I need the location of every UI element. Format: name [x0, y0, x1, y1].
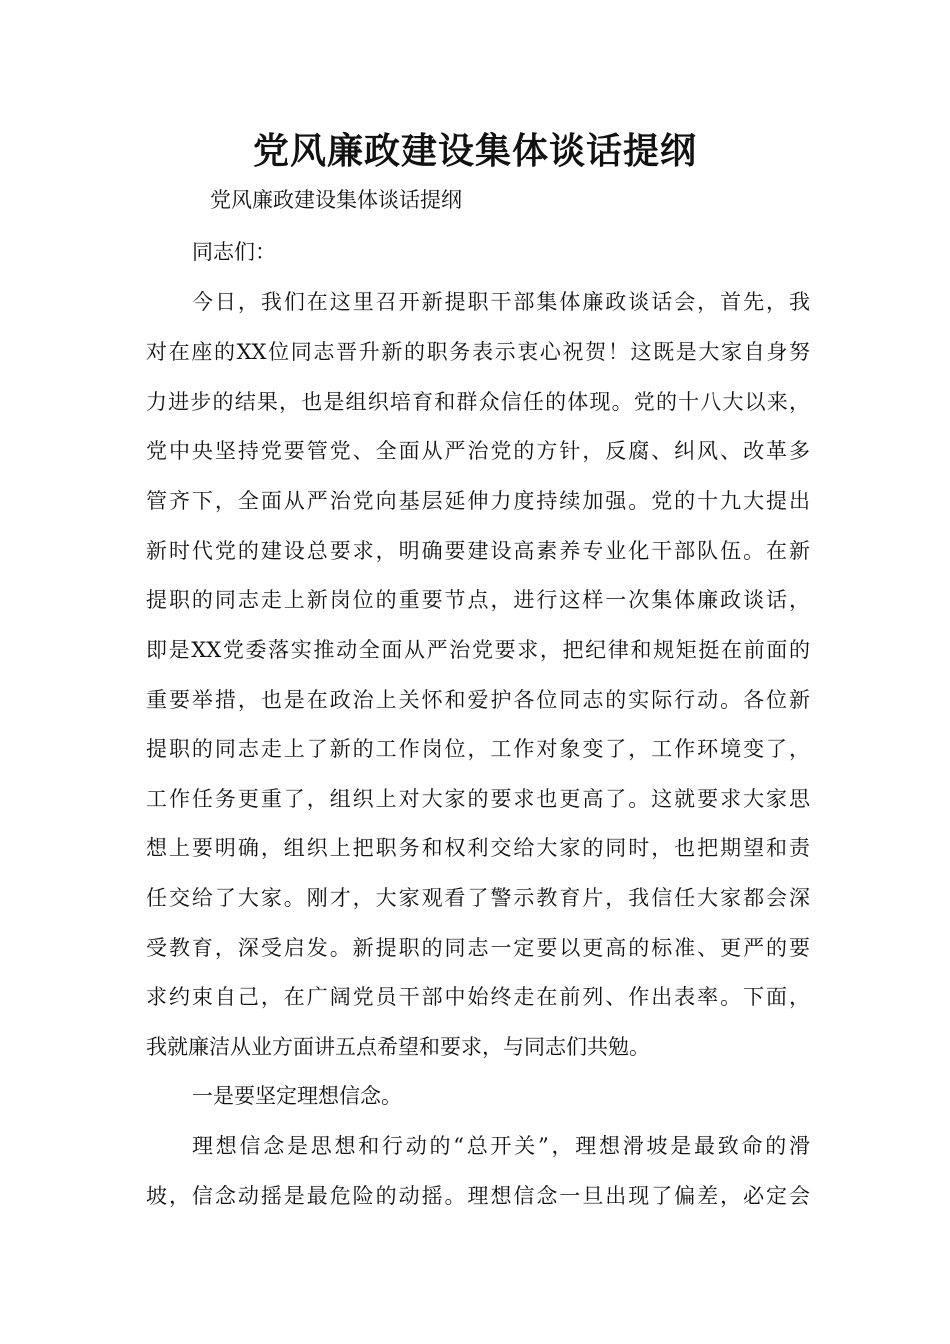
section-heading: 一是要坚定理想信念。 — [192, 1084, 402, 1108]
paragraph-line: 今日，我们在这里召开新提职干部集体廉政谈话会，首先，我 — [192, 290, 810, 314]
paragraph-line: 受教育，深受启发。新提职的同志一定要以更高的标准、更严的要 — [146, 936, 810, 960]
paragraph-line: 工作任务更重了，组织上对大家的要求也更高了。这就要求大家思 — [146, 787, 810, 811]
paragraph-line: 即是XX党委落实推动全面从严治党要求，把纪律和规矩挺在前面的 — [146, 638, 810, 662]
paragraph-line: 想上要明确，组织上把职务和权利交给大家的同时，也把期望和责 — [146, 836, 810, 860]
paragraph-line: 我就廉洁从业方面讲五点希望和要求，与同志们共勉。 — [146, 1035, 650, 1059]
greeting-line: 同志们： — [192, 240, 276, 264]
paragraph-line: 提职的同志走上了新的工作岗位，工作对象变了，工作环境变了， — [146, 737, 810, 761]
paragraph-line: 力进步的结果，也是组织培育和群众信任的体现。党的十八大以来， — [146, 390, 810, 414]
paragraph-line: 任交给了大家。刚才，大家观看了警示教育片，我信任大家都会深 — [146, 886, 810, 910]
document-title: 党风廉政建设集体谈话提纲 — [252, 131, 697, 172]
document-subtitle: 党风廉政建设集体谈话提纲 — [210, 188, 462, 212]
paragraph-line: 新时代党的建设总要求，明确要建设高素养专业化干部队伍。在新 — [146, 539, 810, 563]
paragraph-line: 提职的同志走上新岗位的重要节点，进行这样一次集体廉政谈话， — [146, 588, 810, 612]
paragraph-line: 管齐下，全面从严治党向基层延伸力度持续加强。党的十九大提出 — [146, 489, 810, 513]
paragraph-line: 重要举措，也是在政治上关怀和爱护各位同志的实际行动。各位新 — [146, 688, 810, 712]
paragraph-line: 党中央坚持党要管党、全面从严治党的方针，反腐、纠风、改革多 — [146, 439, 810, 463]
paragraph-line: 求约束自己，在广阔党员干部中始终走在前列、作出表率。下面， — [146, 985, 810, 1009]
paragraph-line: 坡，信念动摇是最危险的动摇。理想信念一旦出现了偏差，必定会 — [146, 1184, 810, 1208]
paragraph-line: 对在座的XX位同志晋升新的职务表示衷心祝贺！这既是大家自身努 — [146, 340, 810, 364]
paragraph-line: 理想信念是思想和行动的“总开关”，理想滑坡是最致命的滑 — [192, 1134, 810, 1158]
